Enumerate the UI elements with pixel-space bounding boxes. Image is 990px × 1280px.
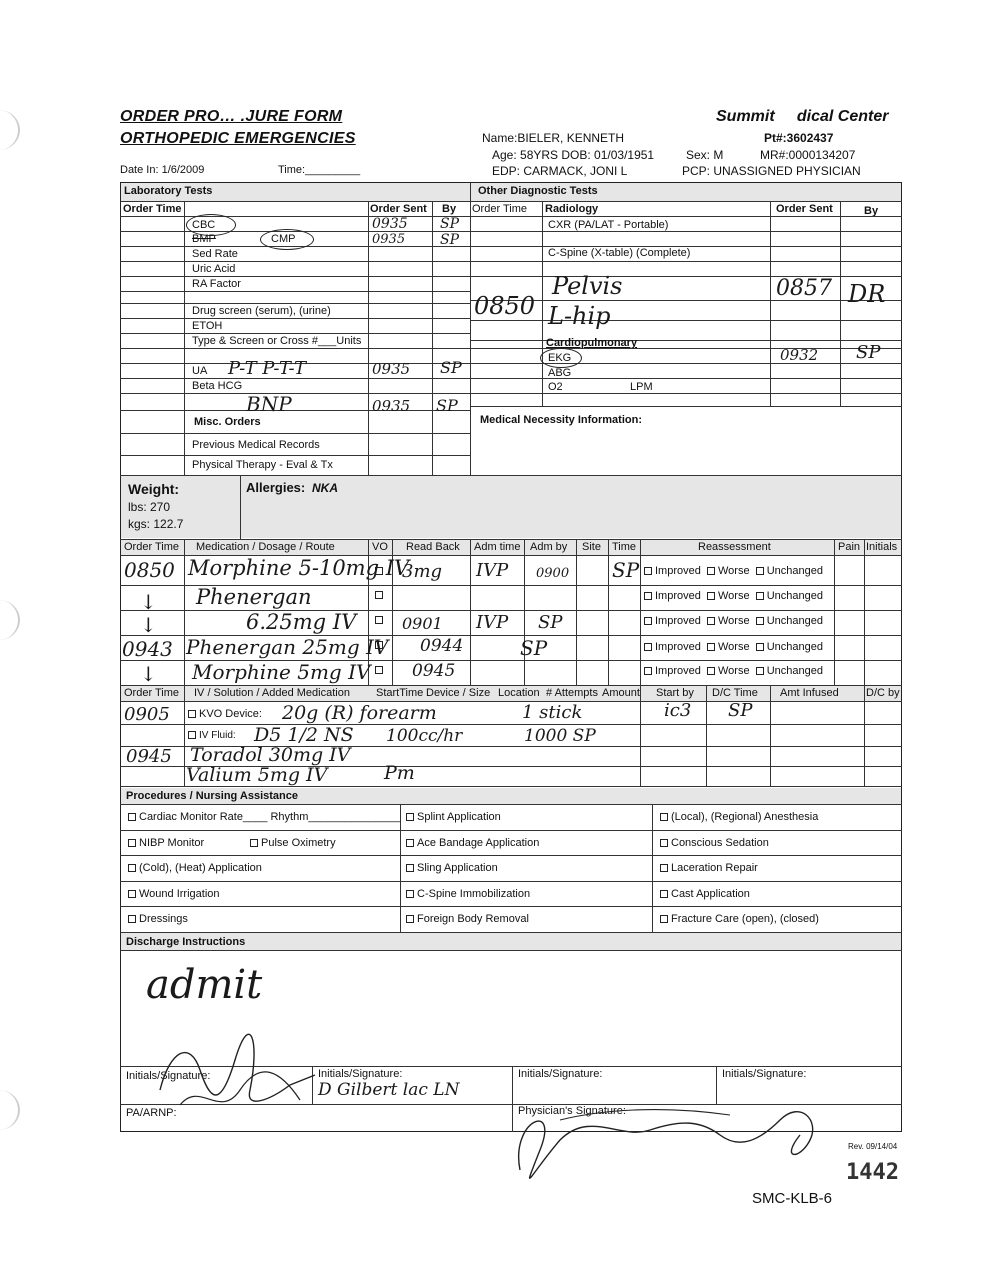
circle-mark bbox=[260, 229, 314, 250]
checkbox-icon[interactable] bbox=[406, 890, 414, 898]
divider bbox=[470, 363, 902, 364]
divider bbox=[120, 701, 902, 702]
hw-readback-3: 0901 bbox=[402, 614, 443, 633]
iv-col-attempts: # Attempts bbox=[546, 687, 598, 699]
reassess-row-1: Improved Worse Unchanged bbox=[644, 565, 823, 577]
hw-med-5: Morphine 5mg IV bbox=[192, 660, 371, 684]
hw-readback-1: 3mg bbox=[402, 561, 443, 582]
proc-cold-heat: (Cold), (Heat) Application bbox=[128, 862, 262, 874]
checkbox-icon[interactable] bbox=[644, 567, 652, 575]
divider bbox=[640, 540, 641, 685]
revision-date: Rev. 09/14/04 bbox=[848, 1142, 898, 1151]
hw-iv-start-by: ic3 bbox=[664, 700, 692, 721]
age-dob: Age: 58YRS DOB: 01/03/1951 bbox=[492, 148, 655, 162]
divider bbox=[652, 804, 653, 932]
patient-name: Name:BIELER, KENNETH bbox=[482, 131, 625, 145]
hw-med-1: Morphine 5-10mg IV bbox=[188, 556, 410, 580]
hw-rad-sent: 0857 bbox=[776, 276, 832, 301]
page-number: 1442 bbox=[846, 1160, 899, 1185]
iv-col-starttime: StartTime bbox=[376, 687, 424, 699]
med-col-vo: VO bbox=[372, 541, 388, 553]
lab-item-cbc: CBC bbox=[192, 219, 216, 231]
divider bbox=[576, 540, 577, 685]
proc-nibp: NIBP Monitor bbox=[128, 837, 204, 849]
proc-laceration: Laceration Repair bbox=[660, 862, 758, 874]
radiology-label: Radiology bbox=[545, 203, 599, 215]
proc-sedation: Conscious Sedation bbox=[660, 837, 769, 849]
initials-signature-4: Initials/Signature: bbox=[722, 1068, 807, 1080]
signature-scribble-1 bbox=[140, 1030, 340, 1120]
divider bbox=[470, 276, 902, 277]
hw-rad-by: DR bbox=[848, 280, 886, 308]
cardio-item-lpm: LPM bbox=[630, 381, 653, 393]
divider bbox=[240, 475, 241, 539]
checkbox-icon[interactable] bbox=[756, 643, 764, 651]
other-dx-section-label: Other Diagnostic Tests bbox=[478, 185, 598, 197]
checkbox-icon[interactable] bbox=[406, 864, 414, 872]
proc-splint: Splint Application bbox=[406, 811, 501, 823]
proc-cardiac-monitor: Cardiac Monitor Rate____ Rhythm_______________ bbox=[128, 811, 400, 823]
divider bbox=[834, 540, 835, 685]
divider bbox=[608, 540, 609, 685]
discharge-label: Discharge Instructions bbox=[126, 936, 246, 948]
rad-item-cspine: C-Spine (X-table) (Complete) bbox=[548, 247, 691, 259]
lab-item-cmp: CMP bbox=[271, 233, 296, 245]
scan-mark bbox=[0, 600, 20, 640]
checkbox-icon[interactable] bbox=[644, 667, 652, 675]
proc-ace: Ace Bandage Application bbox=[406, 837, 539, 849]
misc-item-records: Previous Medical Records bbox=[192, 439, 320, 451]
divider bbox=[470, 231, 902, 232]
med-col-reassessment: Reassessment bbox=[698, 541, 771, 553]
allergies-label: Allergies: bbox=[246, 480, 306, 495]
lab-item-etoh: ETOH bbox=[192, 320, 223, 332]
allergies-value: NKA bbox=[312, 481, 338, 495]
proc-foreign-body: Foreign Body Removal bbox=[406, 913, 529, 925]
divider bbox=[470, 340, 902, 341]
divider bbox=[120, 950, 902, 951]
med-col-site: Site bbox=[582, 541, 601, 553]
dx-col-order-sent: Order Sent bbox=[776, 203, 833, 215]
hw-signature-2: D Gilbert lac LN bbox=[318, 1080, 460, 1100]
hw-discharge: admit bbox=[146, 962, 263, 1008]
pcp: PCP: UNASSIGNED PHYSICIAN bbox=[682, 164, 861, 178]
hw-iv-attempts: 1 stick bbox=[522, 702, 583, 723]
divider bbox=[640, 686, 641, 786]
divider bbox=[120, 855, 902, 856]
checkbox-icon[interactable] bbox=[756, 667, 764, 675]
checkbox-icon[interactable] bbox=[406, 915, 414, 923]
divider bbox=[470, 406, 902, 407]
form-title-line1: ORDER PRO… .JURE FORM bbox=[120, 108, 343, 125]
iv-col-order-time: Order Time bbox=[124, 687, 180, 699]
pa-arnp-label: PA/ARNP: bbox=[126, 1107, 177, 1119]
checkbox-icon[interactable] bbox=[707, 643, 715, 651]
patient-number: Pt#:3602437 bbox=[764, 131, 834, 145]
hw-iv-fluid: D5 1/2 NS bbox=[254, 724, 354, 746]
scan-mark bbox=[0, 110, 20, 150]
checkbox-icon[interactable] bbox=[128, 864, 136, 872]
proc-wound: Wound Irrigation bbox=[128, 888, 220, 900]
divider bbox=[120, 455, 470, 456]
lab-section-label: Laboratory Tests bbox=[124, 185, 213, 197]
checkbox-icon[interactable] bbox=[707, 592, 715, 600]
time-field: Time:_________ bbox=[278, 164, 361, 176]
lab-col-order-sent: Order Sent bbox=[370, 203, 427, 215]
divider bbox=[184, 686, 185, 786]
hw-admby-3: SP bbox=[538, 612, 563, 633]
checkbox-icon[interactable] bbox=[660, 890, 668, 898]
vo-checkbox[interactable] bbox=[375, 616, 383, 624]
hw-med-4: Phenergan 25mg IV bbox=[186, 635, 389, 659]
hw-bmp-by: SP bbox=[440, 232, 460, 248]
divider bbox=[470, 183, 471, 475]
divider bbox=[120, 201, 902, 202]
hw-iv-amount: 1000 SP bbox=[524, 726, 596, 746]
lab-item-uric-acid: Uric Acid bbox=[192, 263, 236, 275]
cardio-item-abg: ABG bbox=[548, 367, 572, 379]
hw-med-time-1: 0850 bbox=[124, 558, 175, 582]
divider bbox=[864, 686, 865, 786]
vo-checkbox[interactable] bbox=[375, 591, 383, 599]
iv-col-solution: IV / Solution / Added Medication bbox=[194, 687, 350, 699]
divider bbox=[120, 786, 902, 787]
checkbox-icon[interactable] bbox=[644, 643, 652, 651]
hw-med-time-3: ↓ bbox=[140, 613, 157, 637]
cardio-item-o2: O2 bbox=[548, 381, 563, 393]
checkbox-icon[interactable] bbox=[128, 915, 136, 923]
med-col-adm-time: Adm time bbox=[474, 541, 521, 553]
checkbox-icon[interactable] bbox=[756, 617, 764, 625]
rad-item-cxr: CXR (PA/LAT - Portable) bbox=[548, 219, 669, 231]
hw-cbc-sent: 0935 bbox=[372, 216, 408, 232]
med-col-adm-by: Adm by bbox=[530, 541, 568, 553]
divider bbox=[120, 318, 470, 319]
lab-item-ua: UA bbox=[192, 365, 208, 377]
weight-lbs: lbs: 270 bbox=[128, 500, 171, 514]
checkbox-icon[interactable] bbox=[660, 813, 668, 821]
hw-med-3: 6.25mg IV bbox=[246, 610, 357, 634]
cardio-item-ekg: EKG bbox=[548, 352, 572, 364]
divider bbox=[120, 276, 470, 277]
checkbox-icon[interactable] bbox=[188, 710, 196, 718]
hw-bnp-by: SP bbox=[436, 396, 458, 415]
iv-col-amt-infused: Amt Infused bbox=[780, 687, 839, 699]
lab-item-sed-rate: Sed Rate bbox=[192, 248, 238, 260]
reassess-row-3: Improved Worse Unchanged bbox=[644, 615, 823, 627]
checkbox-icon[interactable] bbox=[406, 813, 414, 821]
hw-cbc-by: SP bbox=[440, 216, 460, 232]
hw-iv-rate: 100cc/hr bbox=[386, 726, 463, 746]
divider bbox=[120, 333, 470, 334]
divider bbox=[770, 686, 771, 786]
lab-item-beta-hcg: Beta HCG bbox=[192, 380, 243, 392]
divider bbox=[706, 686, 707, 786]
iv-col-dc-by: D/C by bbox=[866, 687, 900, 699]
divider bbox=[864, 540, 865, 685]
checkbox-icon[interactable] bbox=[188, 731, 196, 739]
hw-ua-by: SP bbox=[440, 358, 462, 377]
hw-iv-kvo: 20g (R) forearm bbox=[282, 702, 437, 724]
checkbox-icon[interactable] bbox=[250, 839, 258, 847]
lab-item-bmp: BMP bbox=[192, 233, 216, 245]
proc-anesthesia: (Local), (Regional) Anesthesia bbox=[660, 811, 818, 823]
hw-bnp-sent: 0935 bbox=[372, 397, 411, 415]
dx-col-by: By bbox=[864, 205, 879, 217]
divider bbox=[470, 320, 902, 321]
hw-med-time-4: 0943 bbox=[122, 637, 173, 661]
checkbox-icon[interactable] bbox=[128, 813, 136, 821]
edp: EDP: CARMACK, JONI L bbox=[492, 164, 628, 178]
initials-signature-1: Initials/Signature: bbox=[126, 1070, 211, 1082]
hw-iv-med-3: Toradol 30mg IV bbox=[190, 744, 351, 766]
hw-rad-1: Pelvis bbox=[552, 272, 623, 300]
hw-admby-1: 0900 bbox=[536, 566, 570, 581]
checkbox-icon[interactable] bbox=[644, 617, 652, 625]
checkbox-icon[interactable] bbox=[128, 890, 136, 898]
hw-iv-time-1: 0905 bbox=[124, 704, 170, 725]
initials-signature-2: Initials/Signature: bbox=[318, 1068, 403, 1080]
hw-bnp: BNP bbox=[246, 392, 292, 416]
hw-iv-time-2: 0945 bbox=[126, 746, 172, 767]
facility-name: Summit dical Center bbox=[716, 108, 889, 125]
hw-med-time-2: ↓ bbox=[140, 590, 157, 614]
hw-dx-order-time: 0850 bbox=[474, 292, 536, 320]
weight-kgs: kgs: 122.7 bbox=[128, 517, 184, 531]
iv-col-dc-time: D/C Time bbox=[712, 687, 758, 699]
hw-admtime-1: IVP bbox=[476, 560, 509, 581]
proc-dressings: Dressings bbox=[128, 913, 188, 925]
med-col-read-back: Read Back bbox=[406, 541, 460, 553]
medical-necessity-label: Medical Necessity Information: bbox=[480, 414, 642, 426]
reassess-row-2: Improved Worse Unchanged bbox=[644, 590, 823, 602]
hw-admby-4: SP bbox=[520, 636, 548, 660]
checkbox-icon[interactable] bbox=[128, 839, 136, 847]
hw-med-2: Phenergan bbox=[196, 585, 312, 609]
hw-iv-med-4: Valium 5mg IV bbox=[186, 764, 328, 786]
checkbox-icon[interactable] bbox=[660, 915, 668, 923]
procedures-label: Procedures / Nursing Assistance bbox=[126, 790, 298, 802]
mr-number: MR#:0000134207 bbox=[760, 148, 856, 162]
checkbox-icon[interactable] bbox=[707, 617, 715, 625]
iv-col-location: Location bbox=[498, 687, 540, 699]
divider bbox=[470, 261, 902, 262]
checkbox-icon[interactable] bbox=[644, 592, 652, 600]
iv-col-device: Device / Size bbox=[426, 687, 491, 699]
iv-col-start-by: Start by bbox=[656, 687, 694, 699]
med-col-pain: Pain bbox=[838, 541, 861, 553]
divider bbox=[470, 393, 902, 394]
divider bbox=[120, 348, 470, 349]
divider bbox=[120, 393, 470, 394]
physician-signature-scribble bbox=[500, 1080, 840, 1180]
hw-readback-5: 0945 bbox=[412, 661, 456, 681]
proc-fracture: Fracture Care (open), (closed) bbox=[660, 913, 819, 925]
hw-med-time-5: ↓ bbox=[140, 662, 157, 686]
hw-ua-sent: 0935 bbox=[372, 360, 411, 378]
divider bbox=[120, 216, 902, 217]
divider bbox=[120, 410, 470, 411]
lab-col-order-time: Order Time bbox=[123, 203, 182, 215]
lab-item-drug-screen: Drug screen (serum), (urine) bbox=[192, 305, 331, 317]
hw-iv-init: SP bbox=[728, 700, 753, 721]
hw-ekg-by: SP bbox=[856, 342, 881, 363]
divider bbox=[120, 724, 902, 725]
lab-item-ra-factor: RA Factor bbox=[192, 278, 241, 290]
iv-fluid: IV Fluid: bbox=[188, 730, 236, 741]
document-code: SMC-KLB-6 bbox=[752, 1190, 833, 1207]
proc-cast: Cast Application bbox=[660, 888, 750, 900]
hw-rad-2: L-hip bbox=[548, 302, 611, 330]
med-col-order-time: Order Time bbox=[124, 541, 180, 553]
divider bbox=[120, 261, 470, 262]
initials-signature-3: Initials/Signature: bbox=[518, 1068, 603, 1080]
divider bbox=[470, 378, 902, 379]
weight-label: Weight: bbox=[128, 481, 180, 497]
kvo-device: KVO Device: bbox=[188, 708, 262, 720]
reassess-row-5: Improved Worse Unchanged bbox=[644, 665, 823, 677]
hw-site-1: SP bbox=[612, 558, 640, 582]
med-col-time: Time bbox=[612, 541, 637, 553]
circle-mark bbox=[540, 348, 582, 368]
divider bbox=[470, 348, 902, 349]
proc-pulse-ox: Pulse Oximetry bbox=[250, 837, 336, 849]
hw-ekg-sent: 0932 bbox=[780, 346, 819, 364]
misc-orders-label: Misc. Orders bbox=[194, 416, 261, 428]
reassess-row-4: Improved Worse Unchanged bbox=[644, 641, 823, 653]
physician-signature-label: Physician's Signature: bbox=[518, 1105, 626, 1117]
scan-mark bbox=[0, 1090, 20, 1130]
weight-area bbox=[121, 476, 901, 538]
divider bbox=[120, 303, 470, 304]
misc-item-pt: Physical Therapy - Eval & Tx bbox=[192, 459, 333, 471]
lab-col-by: By bbox=[442, 203, 457, 215]
proc-sling: Sling Application bbox=[406, 862, 498, 874]
checkbox-icon[interactable] bbox=[406, 839, 414, 847]
divider bbox=[470, 540, 471, 685]
hw-iv-by: Pm bbox=[384, 762, 415, 784]
med-col-medication: Medication / Dosage / Route bbox=[196, 541, 335, 553]
hw-bmp-sent: 0935 bbox=[372, 232, 406, 247]
divider bbox=[184, 540, 185, 685]
hw-readback-4: 0944 bbox=[420, 636, 464, 656]
divider bbox=[120, 610, 902, 611]
divider bbox=[120, 804, 902, 805]
divider bbox=[120, 881, 902, 882]
checkbox-icon[interactable] bbox=[707, 667, 715, 675]
iv-col-amount: Amount bbox=[602, 687, 640, 699]
dx-col-order-time: Order Time bbox=[472, 203, 528, 215]
divider bbox=[400, 804, 401, 932]
date-in: Date In: 1/6/2009 bbox=[120, 164, 205, 176]
vo-checkbox[interactable] bbox=[375, 666, 383, 674]
divider bbox=[524, 540, 525, 685]
checkbox-icon[interactable] bbox=[756, 592, 764, 600]
divider bbox=[120, 830, 902, 831]
form-title-line2: ORTHOPEDIC EMERGENCIES bbox=[120, 130, 356, 147]
checkbox-icon[interactable] bbox=[660, 864, 668, 872]
checkbox-icon[interactable] bbox=[707, 567, 715, 575]
divider bbox=[120, 906, 902, 907]
hw-admtime-3: IVP bbox=[476, 612, 509, 633]
cardio-label: Cardiopulmonary bbox=[546, 337, 638, 349]
checkbox-icon[interactable] bbox=[756, 567, 764, 575]
checkbox-icon[interactable] bbox=[660, 839, 668, 847]
med-col-initials: Initials bbox=[866, 541, 898, 553]
hw-ua-text: P-T P-T-T bbox=[228, 358, 306, 379]
lab-item-type-screen: Type & Screen or Cross #___Units bbox=[192, 335, 362, 347]
divider bbox=[120, 291, 470, 292]
sex: Sex: M bbox=[686, 148, 724, 162]
divider bbox=[120, 433, 470, 434]
proc-cspine: C-Spine Immobilization bbox=[406, 888, 530, 900]
